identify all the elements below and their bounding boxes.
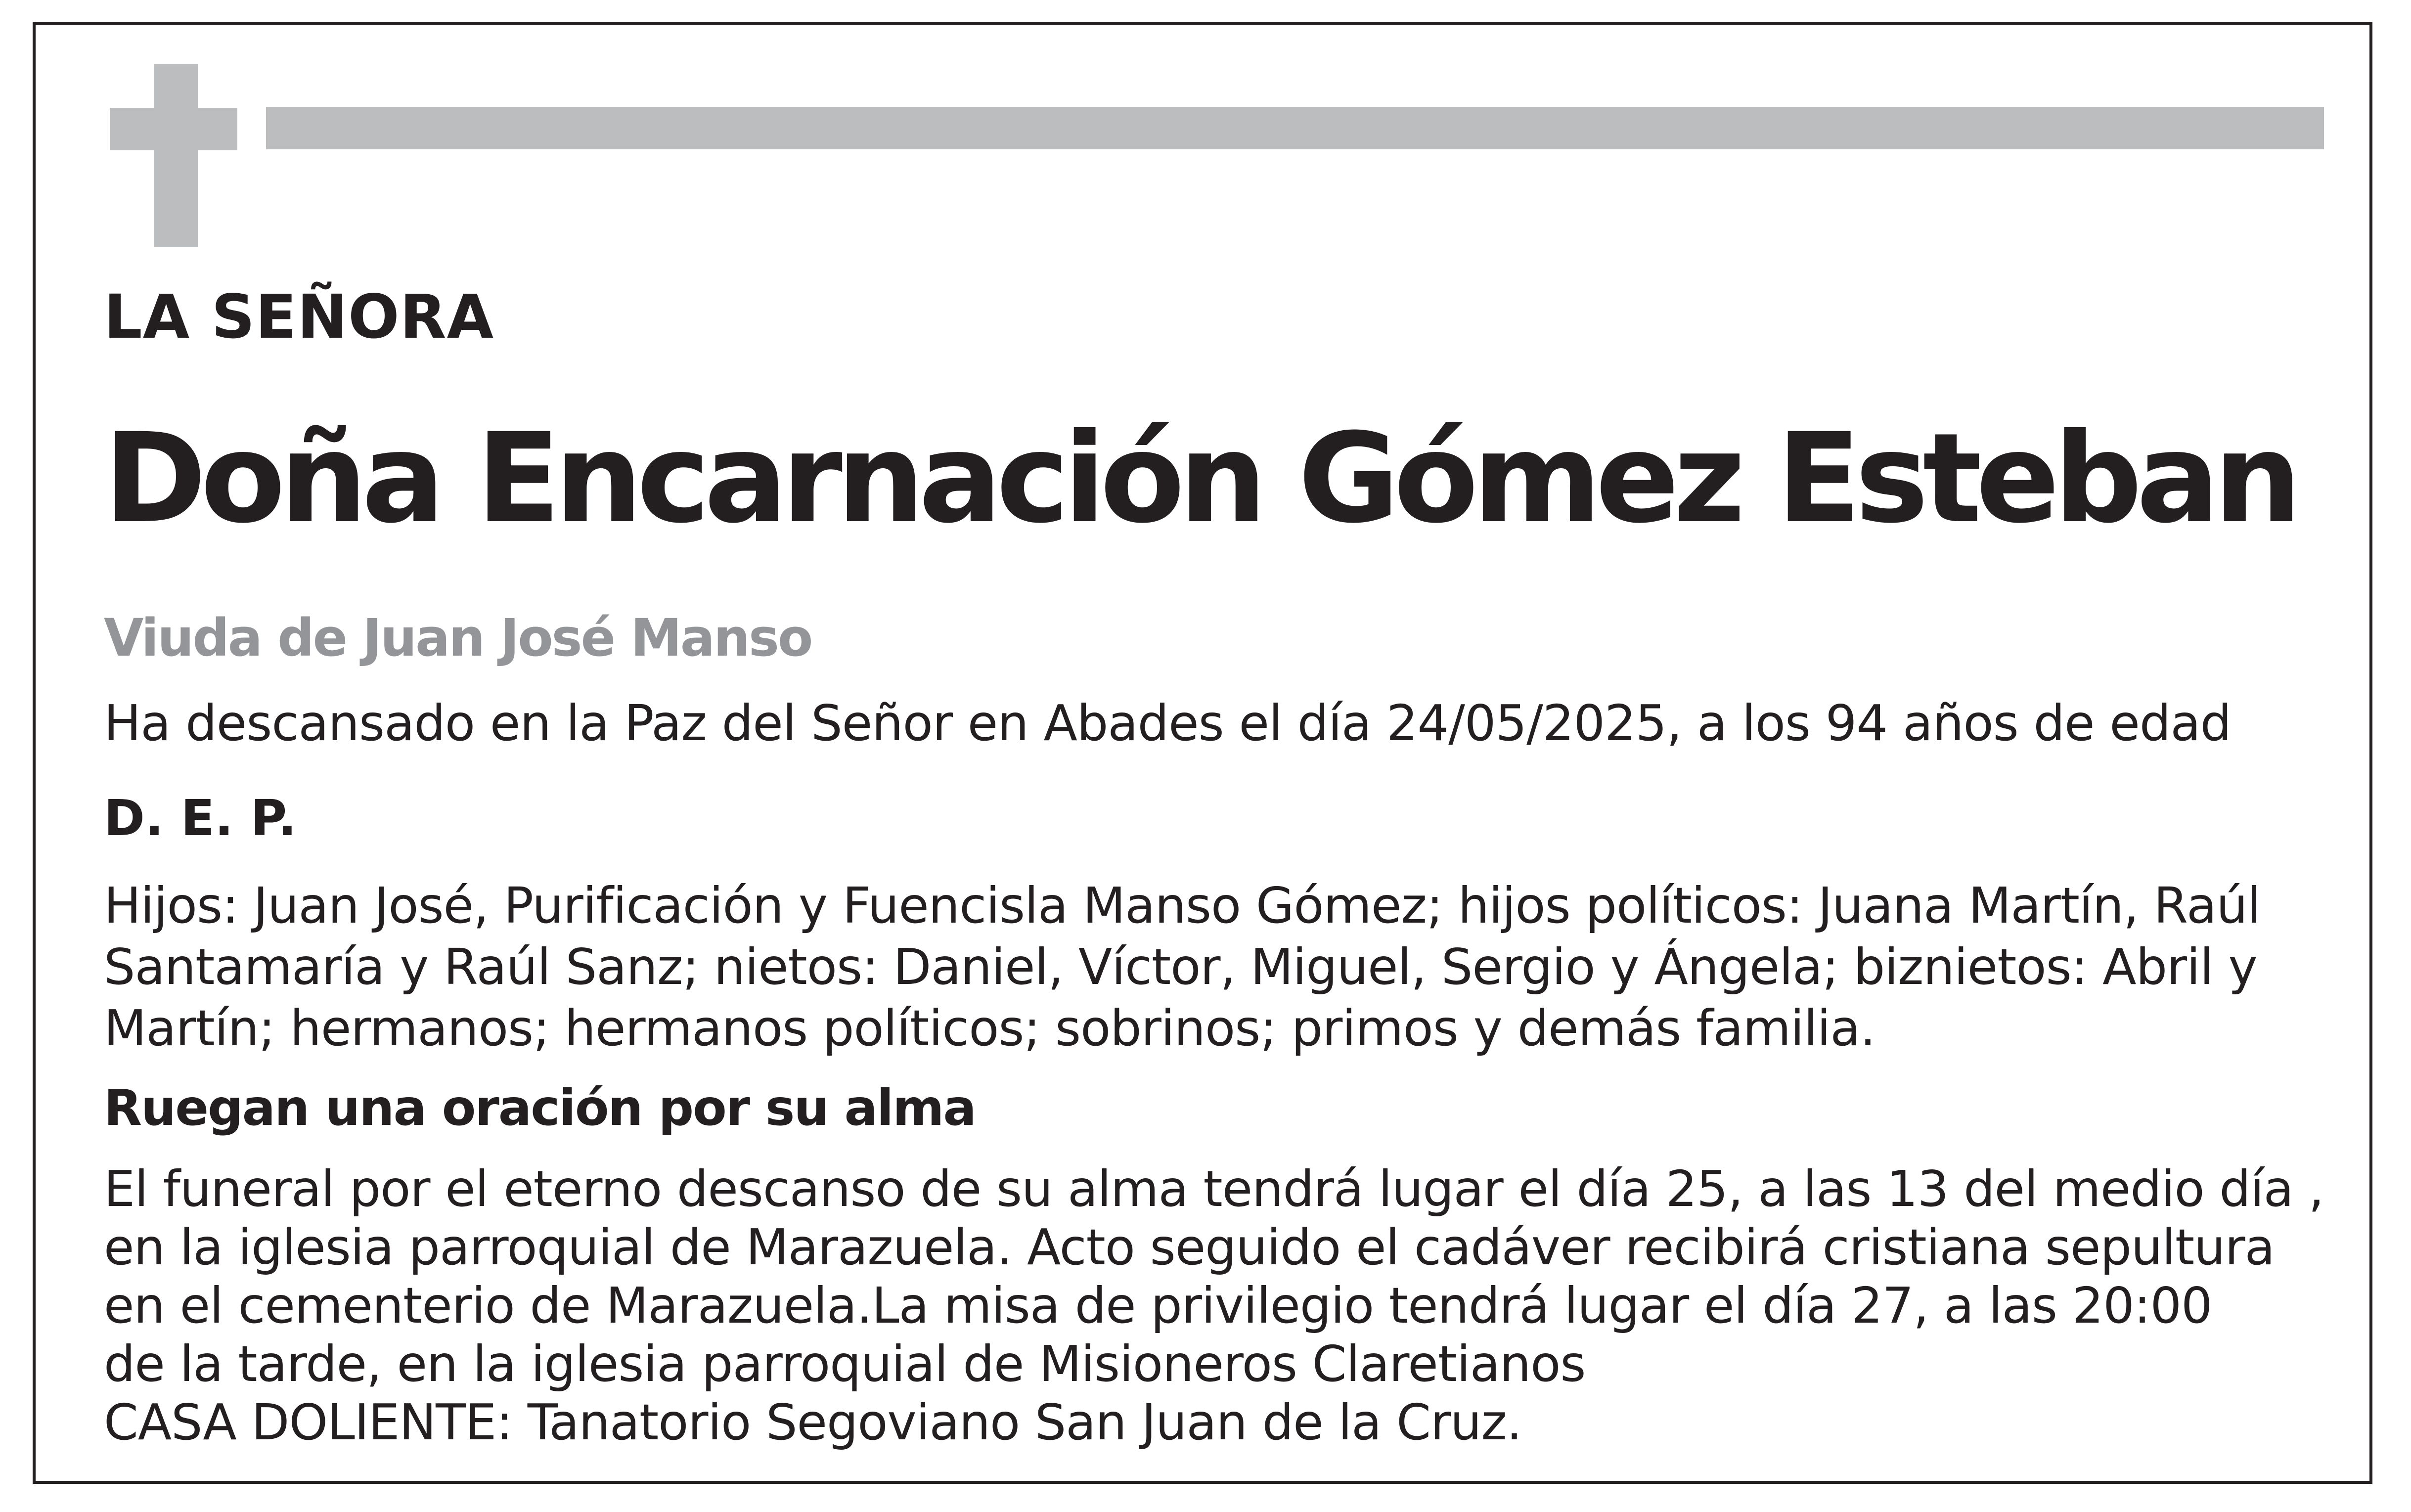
family-line: Hijos: Juan José, Purificación y Fuencisla Manso Gómez; hijos políticos: Juana Martín, Raúl xyxy=(104,877,2261,934)
top-rule xyxy=(266,107,2324,149)
rest-statement: Ha descansado en la Paz del Señor en Abades el día 24/05/2025, a los 94 años de edad xyxy=(104,694,2232,752)
funeral-line: en el cementerio de Marazuela.La misa de privilegio tendrá lugar el día 27, a las 20:00 xyxy=(104,1277,2212,1334)
funeral-line: CASA DOLIENTE: Tanatorio Segoviano San Juan de la Cruz. xyxy=(104,1393,1522,1451)
family-line: Santamaría y Raúl Sanz; nietos: Daniel, Víctor, Miguel, Sergio y Ángela; biznietos: Abril y xyxy=(104,938,2257,996)
prayer-request: Ruegan una oración por su alma xyxy=(104,1079,976,1137)
cross-icon-vertical xyxy=(154,64,198,247)
deceased-name: Doña Encarnación Gómez Esteban xyxy=(104,406,2296,550)
funeral-line: de la tarde, en la iglesia parroquial de Misioneros Claretianos xyxy=(104,1335,1586,1393)
notice-prefix: LA SEÑORA xyxy=(104,282,494,352)
widow-line: Viuda de Juan José Manso xyxy=(104,608,812,668)
family-paragraph xyxy=(104,875,2260,1059)
funeral-line: en la iglesia parroquial de Marazuela. Acto seguido el cadáver recibirá cristiana sepultura xyxy=(104,1218,2275,1276)
funeral-paragraph xyxy=(104,1160,2323,1452)
dep-line: D. E. P. xyxy=(104,789,297,847)
cross-icon-horizontal xyxy=(110,108,237,150)
family-line: Martín; hermanos; hermanos políticos; sobrinos; primos y demás familia. xyxy=(104,999,1875,1057)
funeral-line: El funeral por el eterno descanso de su alma tendrá lugar el día 25, a las 13 del medio día , xyxy=(104,1160,2324,1218)
